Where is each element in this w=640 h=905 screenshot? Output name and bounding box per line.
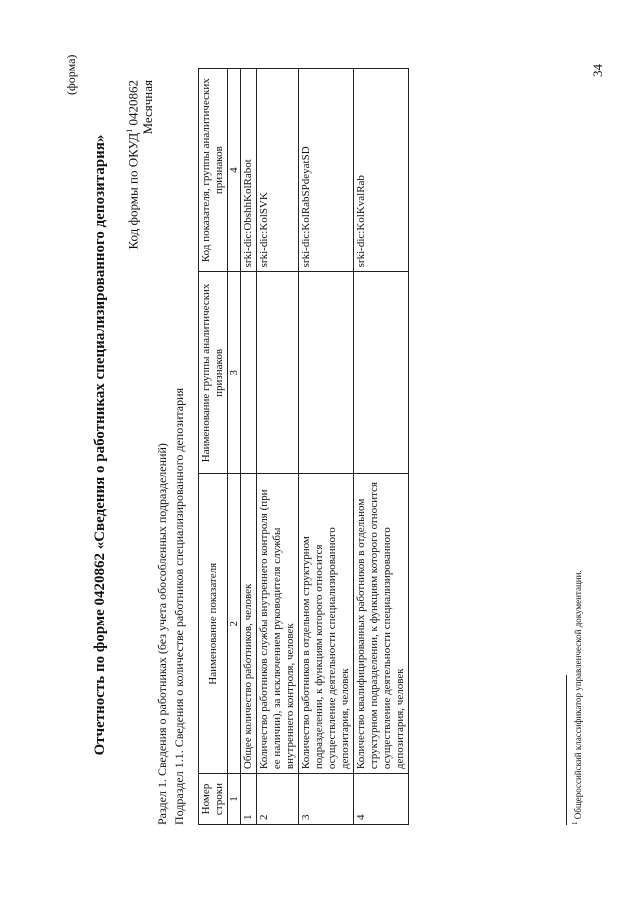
- page-number: 34: [590, 64, 605, 77]
- indicator-code: srki-dic:KolSVK: [257, 69, 299, 272]
- subsection-heading: Подраздел 1.1. Сведения о количестве работников специализированного депозитария: [172, 387, 186, 825]
- column-number: 1: [228, 774, 241, 825]
- footnote-divider: [566, 675, 567, 825]
- indicator-name: Количество квалифицированных работников в отдельном структурном подразделении, к функциям которого относится осуществление деятельности специализированного депозитария, человек: [354, 474, 409, 774]
- indicator-name: Общее количество работников, человек: [241, 474, 257, 774]
- group-name: [354, 272, 409, 474]
- footnote-text: Общероссийский классификатор управленческой документации.: [573, 570, 583, 820]
- form-label: (форма): [64, 54, 78, 95]
- okud-block: [122, 80, 155, 360]
- table-row: [241, 69, 257, 825]
- indicator-name: Количество работников в отдельном структурном подразделении, к функциям которого относится осуществление деятельности специализированного депозитария, человек: [299, 474, 354, 774]
- periodicity: Месячная: [140, 80, 156, 135]
- row-number: 1: [241, 774, 257, 825]
- okud-label: Код формы по ОКУД: [125, 132, 141, 250]
- okud-footnote-ref: 1: [125, 128, 134, 133]
- row-number: 2: [257, 774, 299, 825]
- indicator-code: srki-dic:KolKvalRab: [354, 69, 409, 272]
- indicators-table: [198, 68, 409, 825]
- row-number: 4: [354, 774, 409, 825]
- document-title: Отчетность по форме 0420862 «Сведения о работниках специализированного депозитария»: [92, 134, 108, 756]
- column-number: 3: [228, 272, 241, 474]
- group-name: [299, 272, 354, 474]
- okud-code: 0420862: [125, 80, 141, 126]
- column-number-row: [228, 69, 241, 825]
- indicator-name: Количество работников службы внутреннего контроля (при ее наличии), за исключением руководителя службы внутреннего контроля, человек: [257, 474, 299, 774]
- group-name: [257, 272, 299, 474]
- header-group-name: Наименование группы аналитических признаков: [199, 272, 228, 474]
- header-indicator-name: Наименование показателя: [199, 474, 228, 774]
- column-number: 4: [228, 69, 241, 272]
- table-row: [257, 69, 299, 825]
- section-heading: Раздел 1. Сведения о работниках (без учета обособленных подразделений): [155, 443, 169, 825]
- column-number: 2: [228, 474, 241, 774]
- footnote: [571, 570, 583, 825]
- header-row-number: Номер строки: [199, 774, 228, 825]
- group-name: [241, 272, 257, 474]
- header-code: Код показателя, группы аналитических признаков: [199, 69, 228, 272]
- indicator-code: srki-dic:KolRabSPdeyatSD: [299, 69, 354, 272]
- table-header-row: [199, 69, 228, 825]
- table-row: [354, 69, 409, 825]
- footnote-marker: 1: [571, 821, 579, 825]
- table-row: [299, 69, 354, 825]
- row-number: 3: [299, 774, 354, 825]
- indicator-code: srki-dic:ObshhKolRabot: [241, 69, 257, 272]
- okud-line: [122, 80, 140, 360]
